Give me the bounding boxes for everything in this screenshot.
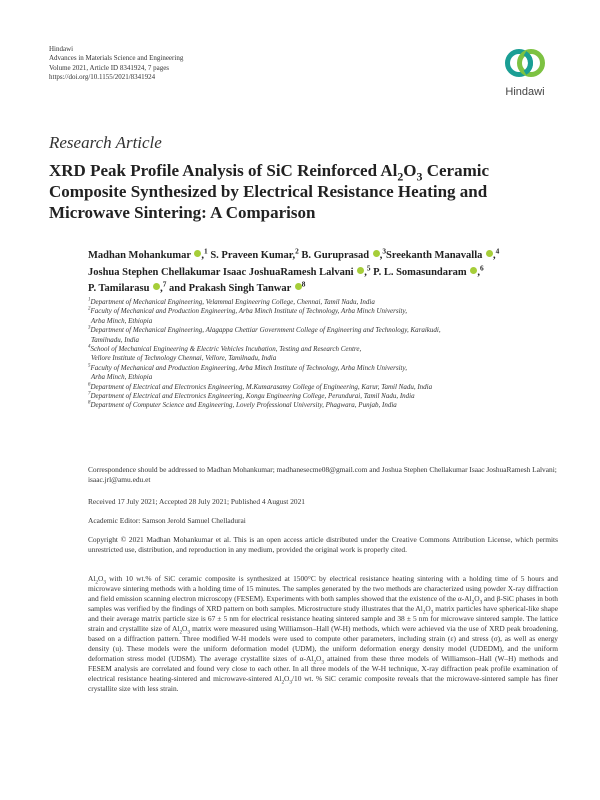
author[interactable]: P. Tamilarasu ,$^7$: [88, 279, 167, 294]
orcid-icon[interactable]: [295, 283, 302, 290]
orcid-icon[interactable]: [194, 250, 201, 257]
author[interactable]: Joshua Stephen Chellakumar Isaac JoshuaRamesh Lalvani ,$^5$: [88, 263, 371, 278]
affiliation: $^4$School of Mechanical Engineering & Electric Vehicles Incubation, Testing and Research Centre, Vellore Institute of Technology Chennai, Vellore, Tamilnadu, India: [88, 344, 362, 363]
author[interactable]: S. Praveen Kumar,$^2$: [210, 246, 299, 261]
affiliation: $^3$Department of Mechanical Engineering, Alagappa Chettiar Government College of Engineering and Technology, Karaikudi, Tamilnadu, India: [88, 325, 441, 344]
orcid-icon[interactable]: [470, 267, 477, 274]
journal-name: Advances in Materials Science and Engineering: [49, 54, 184, 63]
orcid-icon[interactable]: [357, 267, 364, 274]
correspondence: Correspondence should be addressed to Madhan Mohankumar; madhanesecme08@gmail.com and Joshua Stephen Chellakumar Isaac JoshuaRamesh Lalvani; isaac.jrl@amu.edu.et: [88, 465, 557, 484]
affiliation: $^2$Faculty of Mechanical and Production Engineering, Arba Minch Institute of Technology, Arba Minch University, Arba Minch, Ethiopia: [88, 307, 407, 325]
affiliation: $^7$Department of Electrical and Electronics Engineering, Kongu Engineering College, Perundurai, Tamil Nadu, India: [88, 391, 415, 401]
affiliation: $^6$Department of Electrical and Electronics Engineering, M.Kumarasamy College of Engineering, Karur, Tamil Nadu, India: [88, 382, 433, 391]
author[interactable]: Prakash Singh Tanwar $^8$: [188, 279, 306, 294]
publication-dates: Received 17 July 2021; Accepted 28 July 2021; Published 4 August 2021: [88, 497, 305, 506]
article-type: Research Article: [49, 133, 162, 152]
article-title: XRD Peak Profile Analysis of SiC Reinforced $Al_2O_3$ Ceramic Composite Synthesized by Electrical Resistance Heating and Microwave Sintering: A Comparison: [49, 161, 490, 222]
author[interactable]: B. Guruprasad ,$^3$: [301, 246, 387, 261]
volume-info: Volume 2021, Article ID 8341924, 7 pages: [49, 63, 170, 72]
publisher-name: Hindawi: [49, 45, 74, 53]
affiliation: $^8$Department of Computer Science and Engineering, Lovely Professional University, Phagwara, Punjab, India: [88, 401, 397, 410]
orcid-icon[interactable]: [153, 283, 160, 290]
affiliation: $^5$Faculty of Mechanical and Production Engineering, Arba Minch Institute of Technology, Arba Minch University, Arba Minch, Ethiopia: [88, 363, 407, 382]
hindawi-logo-icon: [504, 46, 546, 80]
copyright-notice: Copyright © 2021 Madhan Mohankumar et al. This is an open access article distributed under the Creative Commons Attribution License, which permits unrestricted use, distribution, and reproduction in any medium, provided the original work is properly cited.: [88, 535, 558, 554]
affiliations: [88, 298, 558, 411]
hindawi-logo: [497, 46, 553, 98]
affiliation: $^1$Department of Mechanical Engineering, Velammal Engineering College, Chennai, Tamil Nadu, India: [88, 297, 375, 306]
doi-link[interactable]: https://doi.org/10.1155/2021/8341924: [49, 73, 156, 82]
journal-info: [49, 45, 183, 83]
orcid-icon[interactable]: [486, 250, 493, 257]
author[interactable]: Sreekanth Manavalla ,$^4$: [386, 246, 500, 261]
author[interactable]: Madhan Mohankumar ,$^1$: [88, 246, 208, 261]
orcid-icon[interactable]: [373, 250, 380, 257]
author-list: Madhan Mohankumar ,$^1$ S. Praveen Kumar,$^2$ B. Guruprasad ,$^3$Sreekanth Manavalla ,$^4$ Joshua Stephen Chellakumar Isaac JoshuaRamesh Lalvani ,$^5$ P. L. Somasundaram ,$^6$ P. Tamilarasu ,$^7$ and Prakash Singh Tanwar $^8$: [88, 246, 500, 294]
author[interactable]: P. L. Somasundaram ,$^6$: [373, 263, 484, 278]
abstract: $Al_2O_3$ with 10 wt.% of SiC ceramic composite is synthesized at 1500°C by electrical resistance heating sintering with a holding time of 5 hours and microwave sintering methods with a holding time of 15 minutes. The samples generated by the two methods are characterized using powder X-ray diffraction and field emission scanning electron microscopy (FESEM). Experiments with both samples showed that the existence of the $\alpha-Al_2O_3$ and β-SiC phases in both samples was verified by the findings of XRD pattern on both samples. Microstructure study illustrates that the $Al_2O_3$ matrix particles have spherical-like shape and their average matrix particle size is 67 ± 5 nm for electrical resistance heating sintered sample and 38 ± 5 nm for microwave sintered sample. The lattice strain and crystallite size of $Al_2O_3$ matrix were measured using Williamson–Hall (W-H) methods, which were achieved via the use of XRD peak broadening, based on a diffraction pattern. Three modified W-H models were used to compute other parameters, including strain (ε) and stress (σ), as well as energy density (u). These models were the uniform deformation model (UDM), the uniform deformation energy density model (UDEDM), and the uniform deformation stress model (UDSM). The average crystallite sizes of $\alpha-Al_2O_3$ attained from these three models of Williamson–Hall (W–H) methods and FESEM analysis are correlated and found very close to each other. In all three models of the W-H technique, X-ray diffraction peak profile examination of electrical resistance heating-sintered and microwave-sintered $Al_2O_3/10$ wt. % SiC ceramic composite reveals that the microwave-sintered sample has finer crystallite size with less strain.: [88, 574, 558, 693]
logo-text: Hindawi: [505, 86, 545, 98]
academic-editor: Academic Editor: Samson Jerold Samuel Chelladurai: [88, 516, 246, 525]
